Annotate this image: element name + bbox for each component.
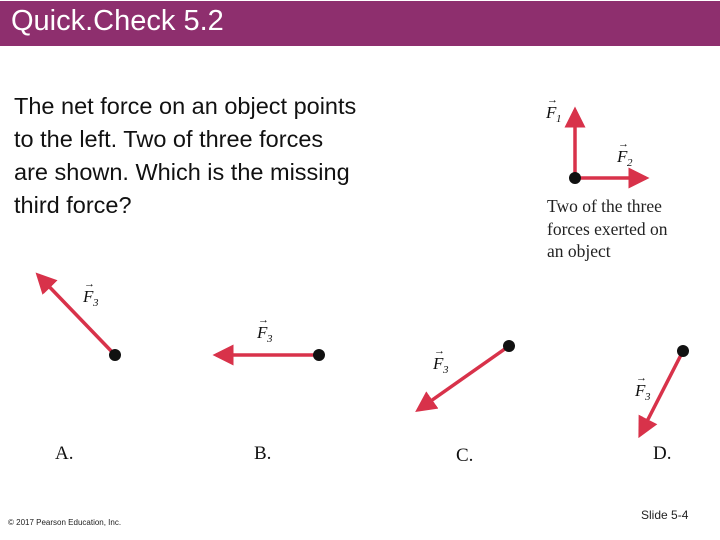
slide-title: Quick.Check 5.2 [11, 5, 224, 37]
choice-c-diagram [418, 340, 515, 410]
choice-b-label[interactable]: B. [254, 443, 272, 464]
caption-line: forces exerted on [547, 218, 668, 239]
choice-c-label[interactable]: C. [456, 445, 474, 466]
choice-a-label[interactable]: A. [55, 443, 74, 464]
svg-text:3: 3 [645, 391, 651, 403]
f3-arrow-a [38, 275, 115, 355]
object-dot [569, 172, 581, 184]
given-forces-figure [545, 94, 646, 184]
object-dot [109, 349, 121, 361]
f3-arrow-c [418, 346, 509, 410]
svg-text:3: 3 [443, 364, 449, 376]
svg-text:F: F [617, 147, 628, 166]
svg-text:F: F [433, 354, 444, 373]
choice-d-diagram [634, 345, 689, 435]
object-dot [503, 340, 515, 352]
f2-label [616, 138, 633, 169]
svg-text:→: → [84, 278, 95, 290]
caption-line: Two of the three [547, 196, 662, 216]
f3-label-c [432, 345, 449, 376]
f1-label [545, 94, 562, 125]
question-line: The net force on an object points [14, 93, 357, 119]
svg-text:1: 1 [556, 113, 562, 125]
question-line: to the left. Two of three forces [14, 126, 324, 152]
object-dot [677, 345, 689, 357]
svg-text:3: 3 [93, 297, 99, 309]
object-dot [313, 349, 325, 361]
svg-text:→: → [547, 94, 558, 106]
f3-label-a [82, 278, 99, 309]
svg-text:3: 3 [267, 333, 273, 345]
svg-text:F: F [635, 381, 646, 400]
svg-text:2: 2 [627, 157, 633, 169]
slide-number: Slide 5-4 [641, 508, 689, 522]
svg-text:→: → [434, 345, 445, 357]
f3-label-d [634, 372, 651, 403]
svg-text:F: F [546, 103, 557, 122]
svg-text:→: → [618, 138, 629, 150]
svg-text:→: → [636, 372, 647, 384]
choice-b-diagram [216, 314, 325, 361]
question-line: are shown. Which is the missing [14, 159, 350, 185]
caption-line: an object [547, 241, 611, 261]
choice-d-label[interactable]: D. [653, 443, 672, 464]
svg-text:F: F [257, 323, 268, 342]
choice-a-diagram [38, 275, 121, 361]
f3-label-b [256, 314, 273, 345]
question-line: third force? [14, 192, 132, 218]
svg-text:F: F [83, 287, 94, 306]
copyright-footer: © 2017 Pearson Education, Inc. [8, 518, 122, 527]
figure-caption [547, 195, 668, 263]
svg-text:→: → [258, 314, 269, 326]
